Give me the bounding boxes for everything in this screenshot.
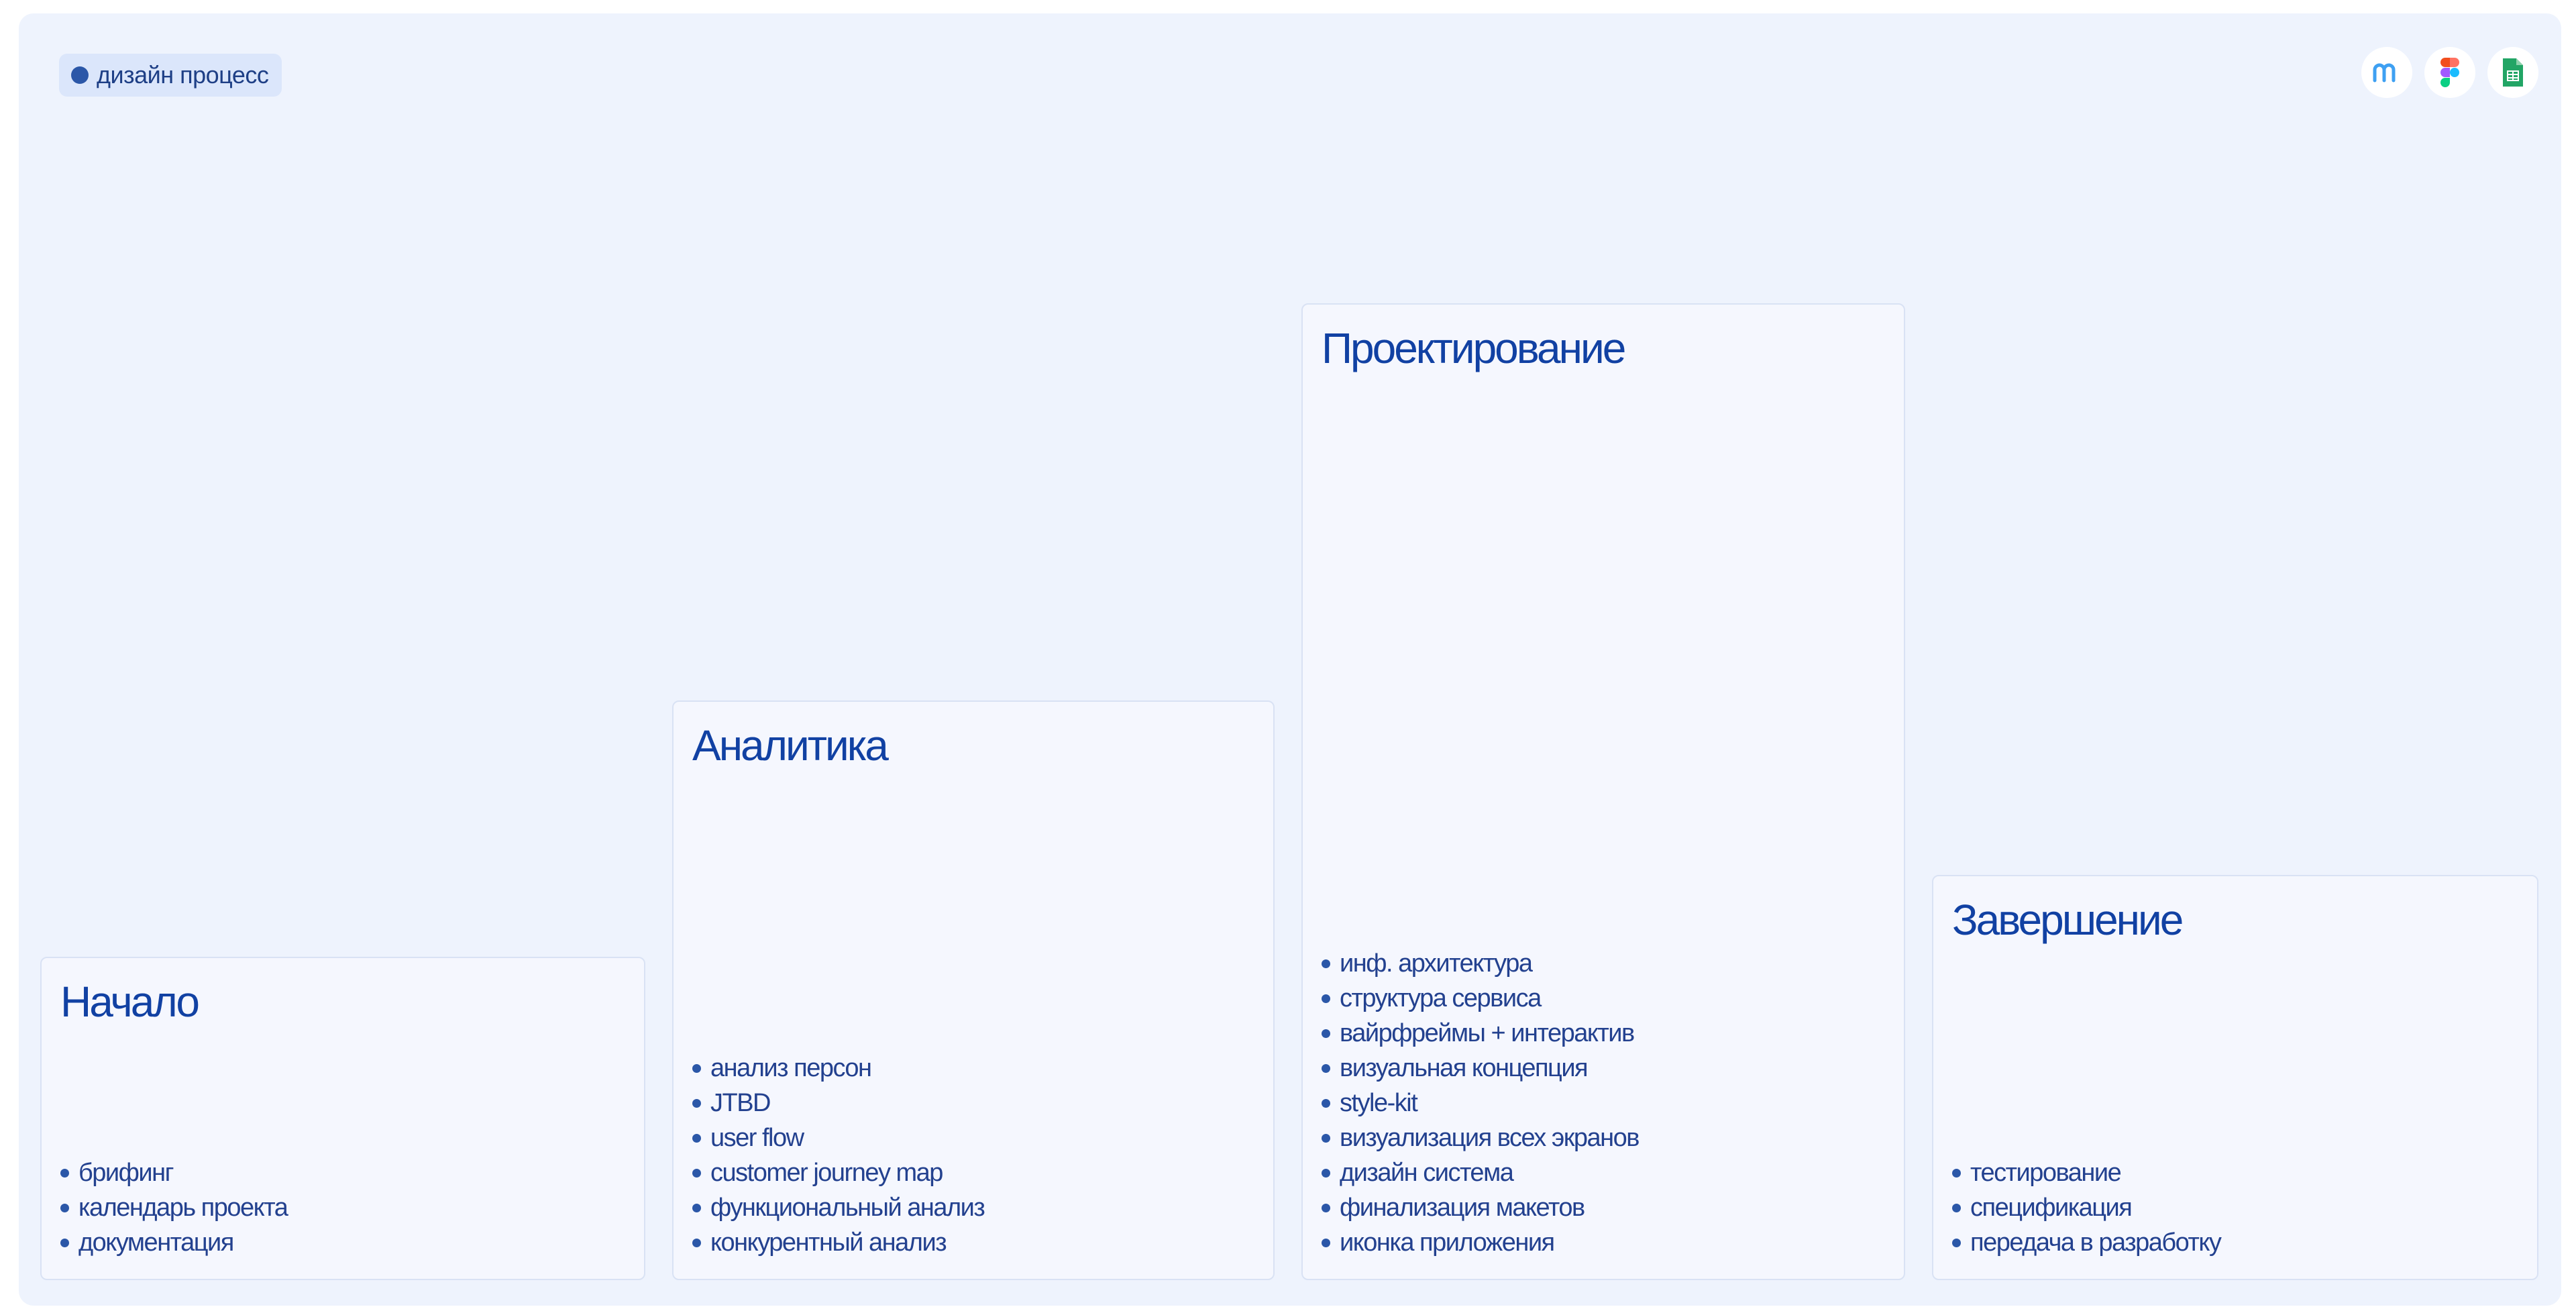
bullet [1322, 1029, 1330, 1038]
stage-title: Завершение [1952, 896, 2182, 944]
bullet [60, 1169, 69, 1178]
list-item [692, 1051, 984, 1086]
list-item [1322, 1120, 1639, 1155]
task-label: вайрфреймы + интерактив [1340, 1018, 1634, 1047]
list-item [1952, 1225, 2220, 1260]
bullet [1322, 1169, 1330, 1178]
bullet [1322, 1064, 1330, 1073]
task-label: customer journey map [710, 1158, 943, 1187]
process-board [19, 13, 2561, 1306]
bullet [1322, 1239, 1330, 1247]
bullet [1322, 994, 1330, 1003]
task-label: передача в разработку [1970, 1228, 2221, 1257]
list-item [1322, 981, 1639, 1016]
task-label: конкурентный анализ [710, 1228, 947, 1257]
list-item [692, 1120, 984, 1155]
task-label: визуализация всех экранов [1340, 1123, 1639, 1152]
stage-title: Аналитика [692, 721, 887, 770]
google-sheets-icon[interactable] [2487, 47, 2538, 98]
list-item [1322, 1051, 1639, 1086]
list-item [692, 1225, 984, 1260]
task-label: календарь проекта [78, 1193, 288, 1222]
task-label: иконка приложения [1340, 1228, 1554, 1257]
bullet [1952, 1204, 1961, 1212]
stage-task-list [60, 1155, 287, 1260]
stage-card-start [40, 957, 645, 1280]
list-item [1952, 1155, 2220, 1190]
stage-title: Проектирование [1322, 324, 1625, 372]
task-label: инф. архитектура [1340, 949, 1532, 978]
bullet [60, 1204, 69, 1212]
bullet [1322, 1134, 1330, 1143]
stage-task-list [692, 1051, 984, 1260]
bullet [60, 1239, 69, 1247]
bullet [1322, 959, 1330, 968]
list-item [60, 1190, 287, 1225]
list-item [1322, 1016, 1639, 1051]
list-item [1322, 1155, 1639, 1190]
task-label: тестирование [1970, 1158, 2121, 1187]
task-label: JTBD [710, 1088, 770, 1117]
list-item [692, 1155, 984, 1190]
stage-card-design [1301, 303, 1905, 1280]
list-item [692, 1086, 984, 1120]
list-item [60, 1225, 287, 1260]
task-label: финализация макетов [1340, 1193, 1585, 1222]
bullet [692, 1169, 701, 1178]
bullet [692, 1239, 701, 1247]
list-item [1322, 1086, 1639, 1120]
stage-card-finish [1932, 875, 2538, 1280]
bullet [1322, 1099, 1330, 1108]
bullet [692, 1099, 701, 1108]
task-label: дизайн система [1340, 1158, 1513, 1187]
task-label: документация [78, 1228, 233, 1257]
task-label: спецификация [1970, 1193, 2132, 1222]
task-label: анализ персон [710, 1053, 871, 1082]
tag-label: дизайн процесс [97, 61, 269, 89]
task-label: визуальная концепция [1340, 1053, 1588, 1082]
bullet [1322, 1204, 1330, 1212]
task-label: структура сервиса [1340, 984, 1541, 1012]
task-label: style-kit [1340, 1088, 1417, 1117]
task-label: брифинг [78, 1158, 173, 1187]
bullet [1952, 1169, 1961, 1178]
bullet [692, 1134, 701, 1143]
task-label: функциональный анализ [710, 1193, 985, 1222]
figma-icon[interactable] [2424, 47, 2475, 98]
bullet [692, 1064, 701, 1073]
bullet [1952, 1239, 1961, 1247]
bullet [692, 1204, 701, 1212]
list-item [1322, 1190, 1639, 1225]
tag-dot [71, 66, 89, 84]
stage-card-analytics [672, 700, 1275, 1280]
stage-title: Начало [60, 978, 198, 1026]
list-item [1322, 1225, 1639, 1260]
list-item [1952, 1190, 2220, 1225]
list-item [60, 1155, 287, 1190]
process-tag[interactable] [59, 54, 282, 97]
task-label: user flow [710, 1123, 804, 1152]
stage-task-list [1952, 1155, 2220, 1260]
list-item [692, 1190, 984, 1225]
stage-task-list [1322, 946, 1639, 1260]
list-item [1322, 946, 1639, 981]
miro-icon[interactable] [2361, 47, 2412, 98]
tool-icons [2361, 47, 2538, 98]
